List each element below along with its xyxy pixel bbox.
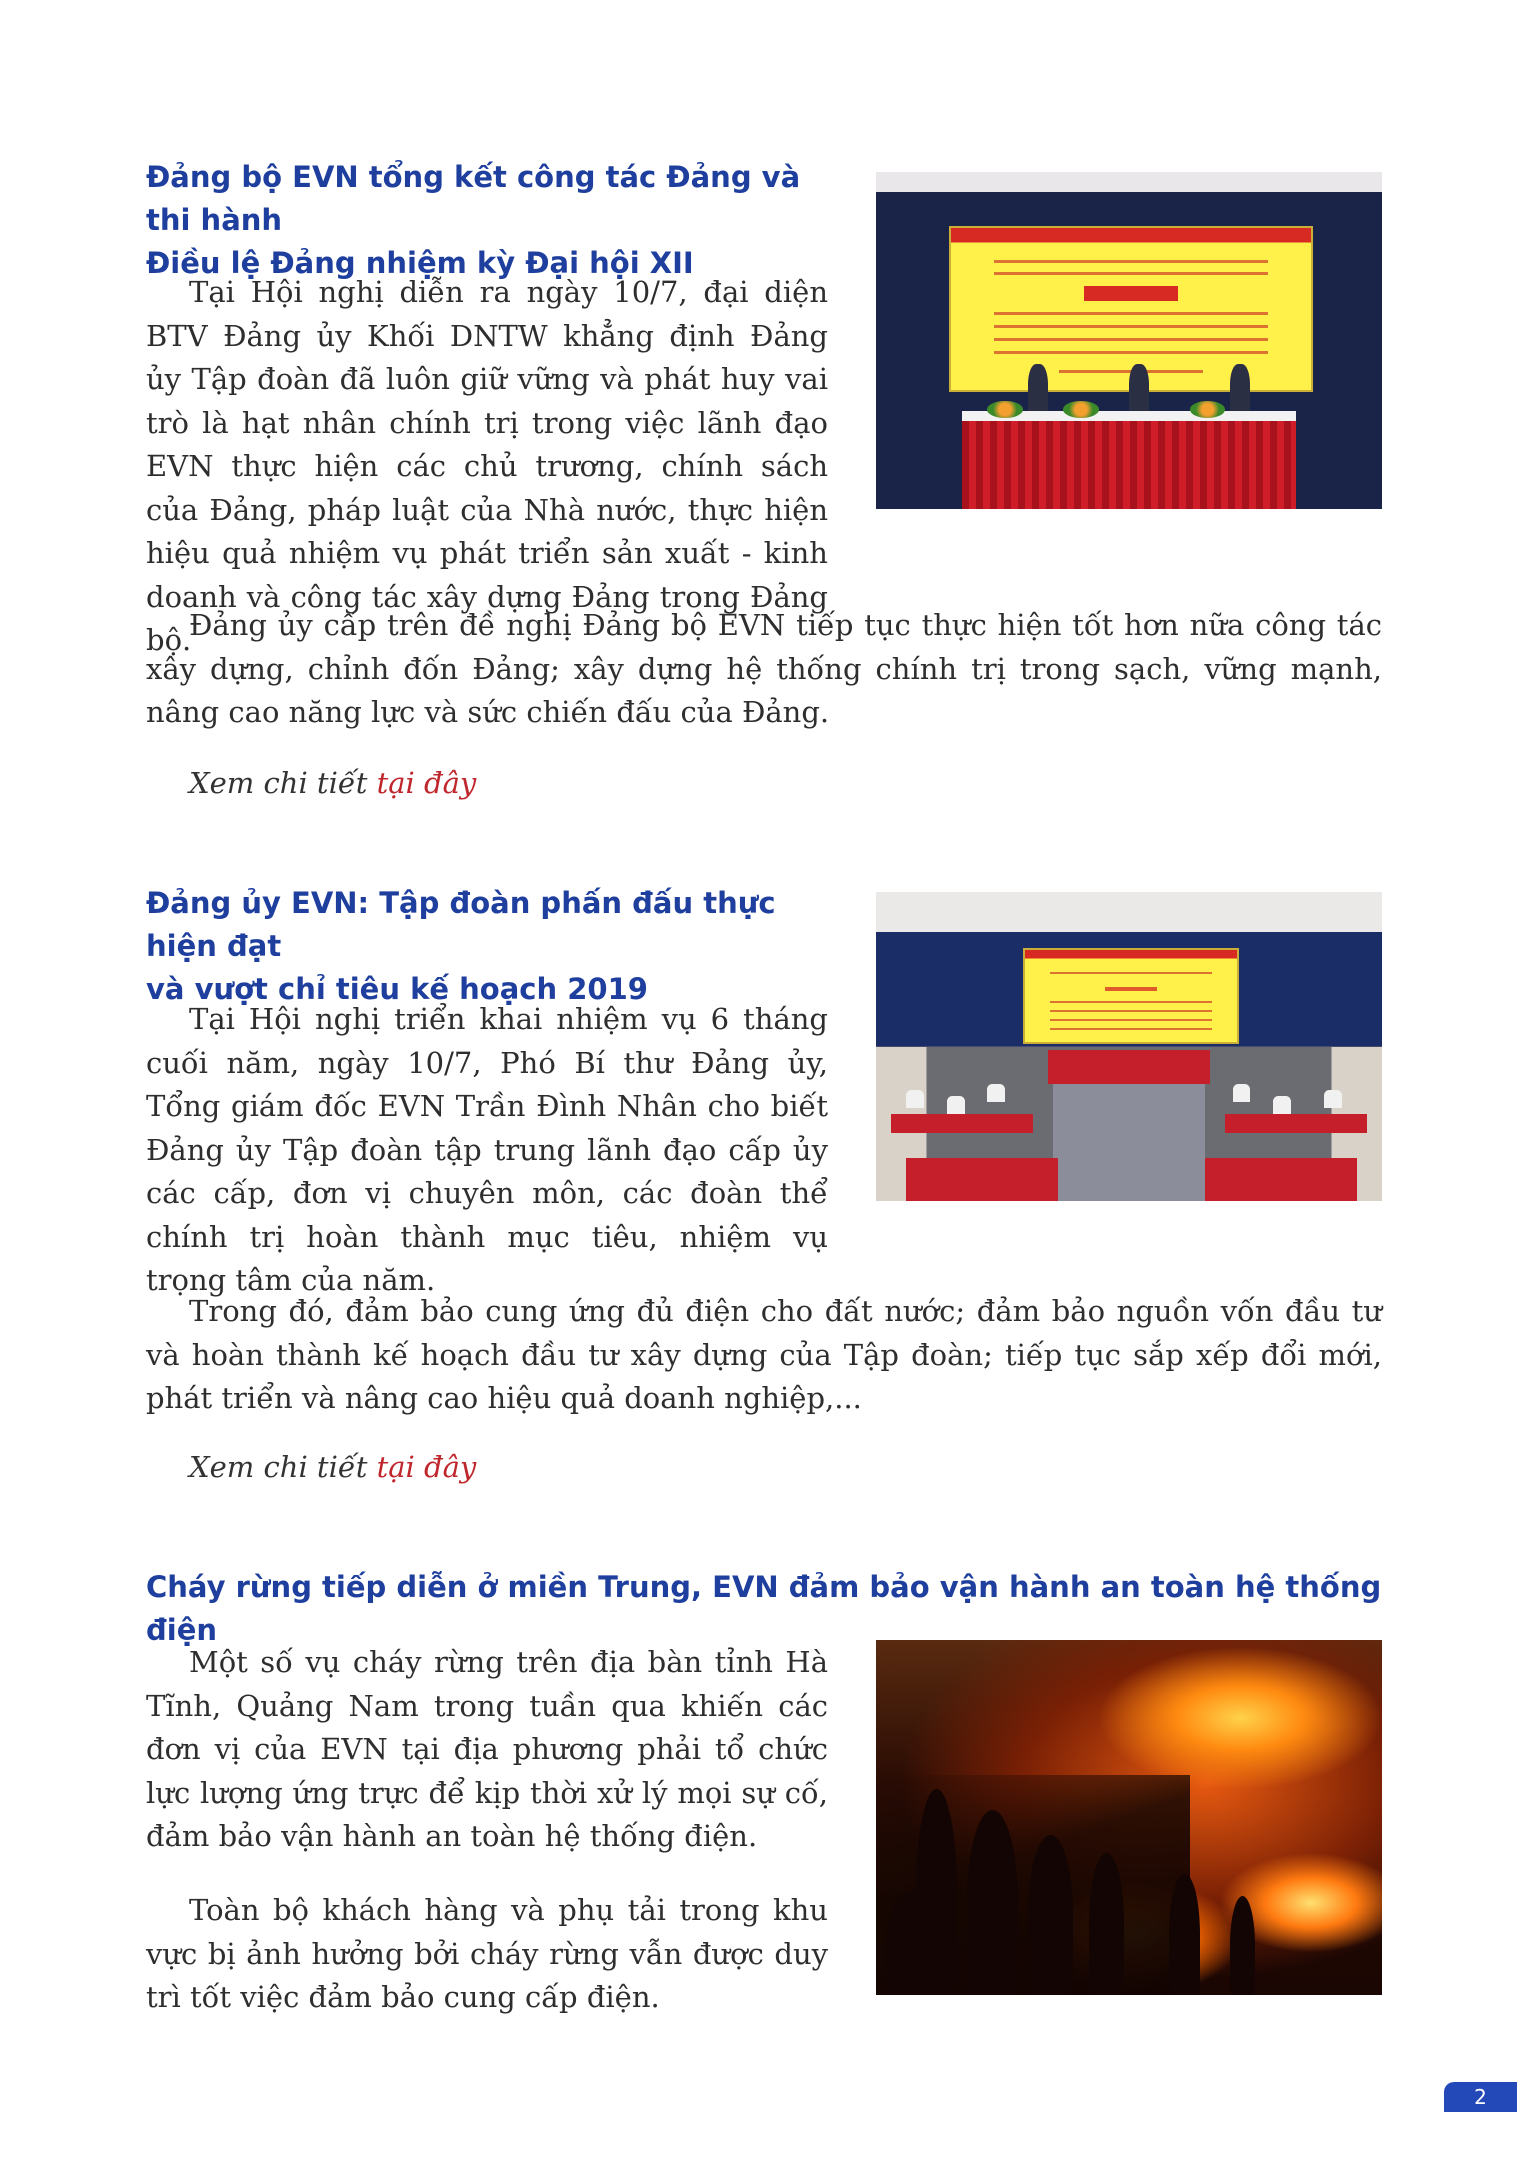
article-2-title	[146, 882, 846, 1011]
article-1-paragraph-1: Tại Hội nghị diễn ra ngày 10/7, đại diện BTV Đảng ủy Khối DNTW khẳng định Đảng ủy Tập đoàn đã luôn giữ vững và phát huy vai trò là hạt nhân chính trị trong việc lãnh đạo EVN thực hiện các chủ trương, chính sách của Đảng, pháp luật của Nhà nước, thực hiện hiệu quả nhiệm vụ phát triển sản xuất - kinh doanh và công tác xây dựng Đảng trong Đảng bộ.	[146, 275, 828, 657]
article-2-paragraph-2: Trong đó, đảm bảo cung ứng đủ điện cho đất nước; đảm bảo nguồn vốn đầu tư và hoàn thành kế hoạch đầu tư xây dựng của Tập đoàn; tiếp tục sắp xếp đổi mới, phát triển và nâng cao hiệu quả doanh nghiệp,...	[146, 1294, 1382, 1415]
article-1-paragraph-2: Đảng ủy cấp trên đề nghị Đảng bộ EVN tiếp tục thực hiện tốt hơn nữa công tác xây dựng, chỉnh đốn Đảng; xây dựng hệ thống chính trị trong sạch, vững mạnh, nâng cao năng lực và sức chiến đấu của Đảng.	[146, 608, 1382, 729]
article-1-title	[146, 156, 846, 285]
conference-photo-1	[876, 172, 1382, 509]
article-3-paragraph-2: Toàn bộ khách hàng và phụ tải trong khu vực bị ảnh hưởng bởi cháy rừng vẫn được duy trì tốt việc đảm bảo cung cấp điện.	[146, 1893, 828, 2014]
forest-fire-photo	[876, 1640, 1382, 1995]
article-2-read-more-link[interactable]: tại đây	[376, 1450, 477, 1484]
article-1-title-line-2: Điều lệ Đảng nhiệm kỳ Đại hội XII	[146, 246, 694, 280]
article-2-read-more	[189, 1450, 476, 1484]
article-2-title-line-1: Đảng ủy EVN: Tập đoàn phấn đấu thực hiện đạt	[146, 886, 776, 963]
article-1-read-more	[189, 766, 476, 800]
read-more-label: Xem chi tiết	[189, 766, 377, 800]
article-2-paragraph-1: Tại Hội nghị triển khai nhiệm vụ 6 tháng cuối năm, ngày 10/7, Phó Bí thư Đảng ủy, Tổng giám đốc EVN Trần Đình Nhân cho biết Đảng ủy Tập đoàn tập trung lãnh đạo cấp ủy các cấp, đơn vị chuyên môn, các đoàn thể chính trị hoàn thành mục tiêu, nhiệm vụ trọng tâm của năm.	[146, 1002, 828, 1297]
article-1-read-more-link[interactable]: tại đây	[376, 766, 477, 800]
page-number: 2	[1444, 2082, 1517, 2112]
conference-banner	[1023, 948, 1240, 1045]
article-1-title-line-1: Đảng bộ EVN tổng kết công tác Đảng và thi hành	[146, 160, 801, 237]
read-more-label: Xem chi tiết	[189, 1450, 377, 1484]
conference-photo-2	[876, 892, 1382, 1201]
article-3-title: Cháy rừng tiếp diễn ở miền Trung, EVN đảm bảo vận hành an toàn hệ thống điện	[146, 1570, 1382, 1647]
conference-banner	[949, 226, 1312, 392]
article-2-title-line-2: và vượt chỉ tiêu kế hoạch 2019	[146, 972, 648, 1006]
article-3-paragraph-1: Một số vụ cháy rừng trên địa bàn tỉnh Hà Tĩnh, Quảng Nam trong tuần qua khiến các đơn vị của EVN tại địa phương phải tổ chức lực lượng ứng trực để kịp thời xử lý mọi sự cố, đảm bảo vận hành an toàn hệ thống điện.	[146, 1645, 828, 1853]
